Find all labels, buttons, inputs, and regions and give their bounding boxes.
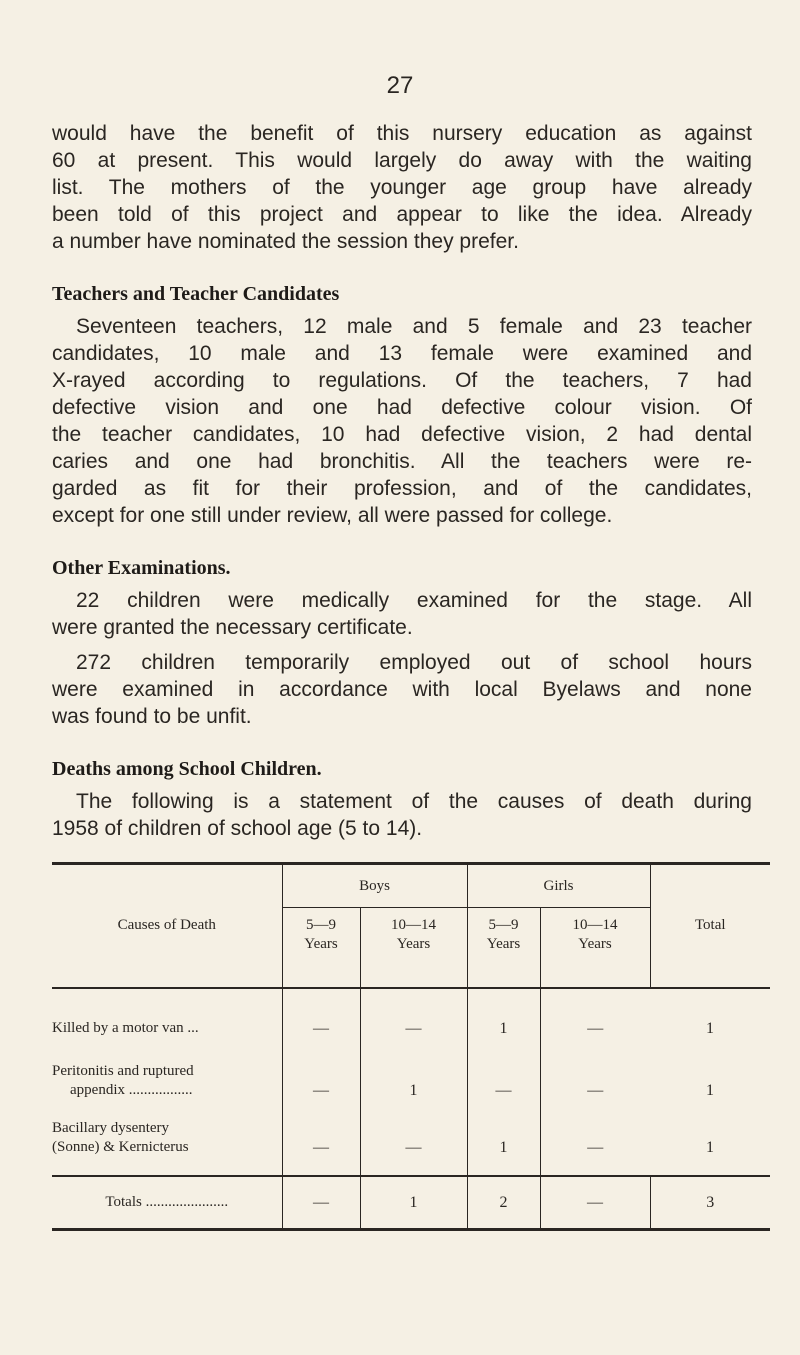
value-cell: 1 — [706, 1138, 714, 1156]
header-girls-10-14 — [540, 908, 650, 988]
value-cell: — — [467, 1038, 540, 1100]
text-line: would have the benefit of this nursery education as against — [52, 122, 752, 145]
total-cell: — — [282, 1176, 360, 1230]
text-line: 22 children were medically examined for the stage. All — [76, 589, 752, 612]
deaths-table — [52, 862, 770, 1231]
text-line: The following is a statement of the causes of death during — [76, 790, 752, 813]
text-line: Seventeen teachers, 12 male and 5 female and 23 teacher — [76, 315, 752, 338]
value-cell: — — [282, 1100, 360, 1176]
text-line: candidates, 10 male and 13 female were examined and — [52, 342, 752, 365]
years-label: Years — [304, 936, 338, 952]
text-line: 1958 of children of school age (5 to 14). — [52, 817, 423, 840]
years-label: Years — [396, 936, 431, 952]
table-row — [52, 1100, 770, 1176]
cause-line: Bacillary dysentery — [52, 1119, 170, 1136]
value-cell: 1 — [360, 1038, 467, 1100]
cause-cell — [52, 1100, 282, 1176]
paragraph-nursery — [52, 120, 752, 255]
value-cell: — — [540, 1100, 650, 1176]
value-cell: 1 — [706, 1081, 714, 1099]
header-girls-5-9 — [467, 908, 540, 988]
value-cell: 1 — [467, 988, 540, 1038]
paragraph-stage — [52, 587, 752, 641]
text-line: were examined in accordance with local Byelaws and none — [52, 678, 752, 701]
cause-line: appendix ................. — [70, 1081, 193, 1098]
cause-line: (Sonne) & Kernicterus — [52, 1138, 189, 1155]
value-cell: — — [282, 1038, 360, 1100]
header-boys-10-14 — [360, 908, 467, 988]
totals-row — [52, 1176, 770, 1230]
header-boys: Boys — [282, 864, 467, 908]
text-line: was found to be unfit. — [52, 705, 252, 728]
page-number: 27 — [386, 72, 414, 99]
years-label: Years — [486, 936, 521, 952]
cause-cell — [52, 1038, 282, 1100]
total-cell: 3 — [650, 1176, 770, 1230]
text-line: 60 at present. This would largely do away with the waiting — [52, 149, 752, 172]
total-cell: 1 — [360, 1176, 467, 1230]
table-row — [52, 1038, 770, 1100]
heading-teachers: Teachers and Teacher Candidates — [52, 283, 340, 305]
age-range: 5—9 — [488, 917, 519, 933]
text-line: garded as fit for their profession, and of the candidates, — [52, 477, 752, 500]
value-cell: — — [540, 988, 650, 1038]
cause-line: Peritonitis and ruptured — [52, 1062, 194, 1079]
total-cell: — — [540, 1176, 650, 1230]
text-line: were granted the necessary certificate. — [52, 616, 413, 639]
totals-label: Totals ...................... — [105, 1193, 229, 1210]
value-cell: — — [360, 1100, 467, 1176]
paragraph-teachers — [52, 313, 752, 529]
value-cell: — — [360, 988, 467, 1038]
heading-deaths: Deaths among School Children. — [52, 758, 322, 780]
text-line: been told of this project and appear to like the idea. Already — [52, 203, 752, 226]
value-cell: 1 — [467, 1100, 540, 1176]
text-line: except for one still under review, all were passed for college. — [52, 504, 613, 527]
age-range: 5—9 — [306, 917, 336, 933]
table-row — [52, 988, 770, 1038]
paragraph-employed — [52, 649, 752, 730]
heading-other-examinations: Other Examinations. — [52, 557, 231, 579]
text-line: list. The mothers of the younger age group have already — [52, 176, 752, 199]
header-girls: Girls — [467, 864, 650, 908]
text-line: 272 children temporarily employed out of school hours — [76, 651, 752, 674]
age-range: 10—14 — [391, 917, 436, 933]
header-total: Total — [650, 864, 770, 988]
total-cell: 2 — [467, 1176, 540, 1230]
header-causes: Causes of Death — [52, 864, 282, 988]
text-line: the teacher candidates, 10 had defective vision, 2 had dental — [52, 423, 752, 446]
text-line: a number have nominated the session they prefer. — [52, 230, 519, 253]
text-line: caries and one had bronchitis. All the teachers were re- — [52, 450, 752, 473]
cause-cell: Killed by a motor van ... — [52, 1019, 199, 1036]
age-range: 10—14 — [572, 917, 618, 933]
paragraph-deaths — [52, 788, 752, 842]
value-cell: — — [540, 1038, 650, 1100]
text-line: X-rayed according to regulations. Of the teachers, 7 had — [52, 369, 752, 392]
years-label: Years — [578, 936, 612, 952]
value-cell: 1 — [706, 1019, 714, 1037]
text-line: defective vision and one had defective colour vision. Of — [52, 396, 752, 419]
header-boys-5-9 — [282, 908, 360, 988]
value-cell: — — [282, 988, 360, 1038]
page-body — [52, 120, 770, 1231]
